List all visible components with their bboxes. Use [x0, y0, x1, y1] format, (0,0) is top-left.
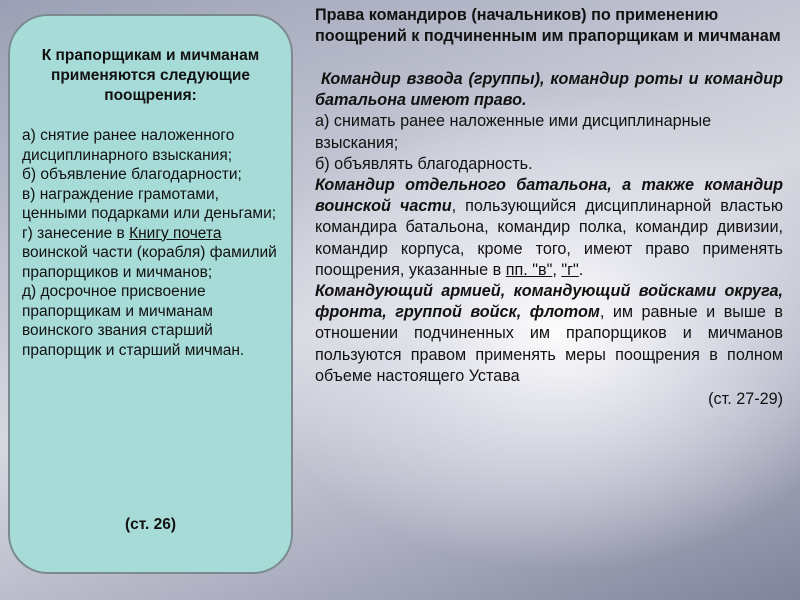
incentives-list: [22, 126, 279, 360]
list-item-b: б) объявление благодарности;: [22, 166, 242, 183]
links-separator: ,: [552, 260, 562, 279]
right-panel: [315, 5, 783, 410]
list-item-g-prefix: г) занесение в: [22, 224, 130, 242]
honor-book-link[interactable]: Книгу почета: [129, 224, 222, 242]
link-item-v[interactable]: пп. "в": [505, 260, 553, 279]
paragraph-end-dot: .: [578, 260, 584, 279]
army-commanders-heading: Командующий армией, командующий войсками округа, фронта, группой войск, флотом: [315, 282, 783, 322]
platoon-right-b: б) объявлять благодарность.: [315, 154, 533, 173]
left-panel-title: К прапорщикам и мичманам применяются следующие поощрения:: [41, 47, 260, 104]
left-article-reference: (ст. 26): [124, 515, 177, 533]
list-item-v: в) награждение грамотами, ценными подарками или деньгами;: [22, 185, 277, 222]
right-article-reference: (ст. 27-29): [708, 390, 783, 409]
army-commanders-text: , им равные и выше в отношении подчиненных им прапорщиков и мичманов пользуются правом применять меры поощрения в полном объеме настоящего Устава: [315, 303, 784, 385]
battalion-commanders-heading: Командир отдельного батальона, а также командир воинской части: [315, 176, 783, 216]
platoon-commanders-heading: Командир взвода (группы), командир роты и командир батальона имеют право.: [315, 70, 783, 110]
list-item-d: д) досрочное присвоение прапорщикам и мичманам воинского звания старший прапорщик и старший мичман.: [22, 283, 245, 359]
left-panel: [8, 14, 293, 574]
link-item-g[interactable]: "г": [561, 260, 579, 279]
battalion-commanders-text: , пользующийся дисциплинарной властью командира батальона, командир полка, командир дивизии, командир корпуса, кроме того, имеют право применять поощрения, указанные в: [315, 197, 783, 279]
list-item-g-suffix: воинской части (корабля) фамилий прапорщиков и мичманов;: [22, 244, 277, 281]
list-item-a: а) снятие ранее наложенного дисциплинарного взыскания;: [22, 127, 235, 164]
paragraph-battalion-commanders: [315, 175, 783, 281]
paragraph-platoon-commanders: [315, 69, 783, 111]
right-panel-title: Права командиров (начальников) по применению поощрений к подчиненным им прапорщикам и мичманам: [315, 6, 781, 45]
paragraph-army-commanders: [315, 281, 783, 387]
platoon-right-a: а) снимать ранее наложенные ими дисциплинарные взыскания;: [315, 112, 712, 152]
list-item-g: [22, 224, 279, 283]
